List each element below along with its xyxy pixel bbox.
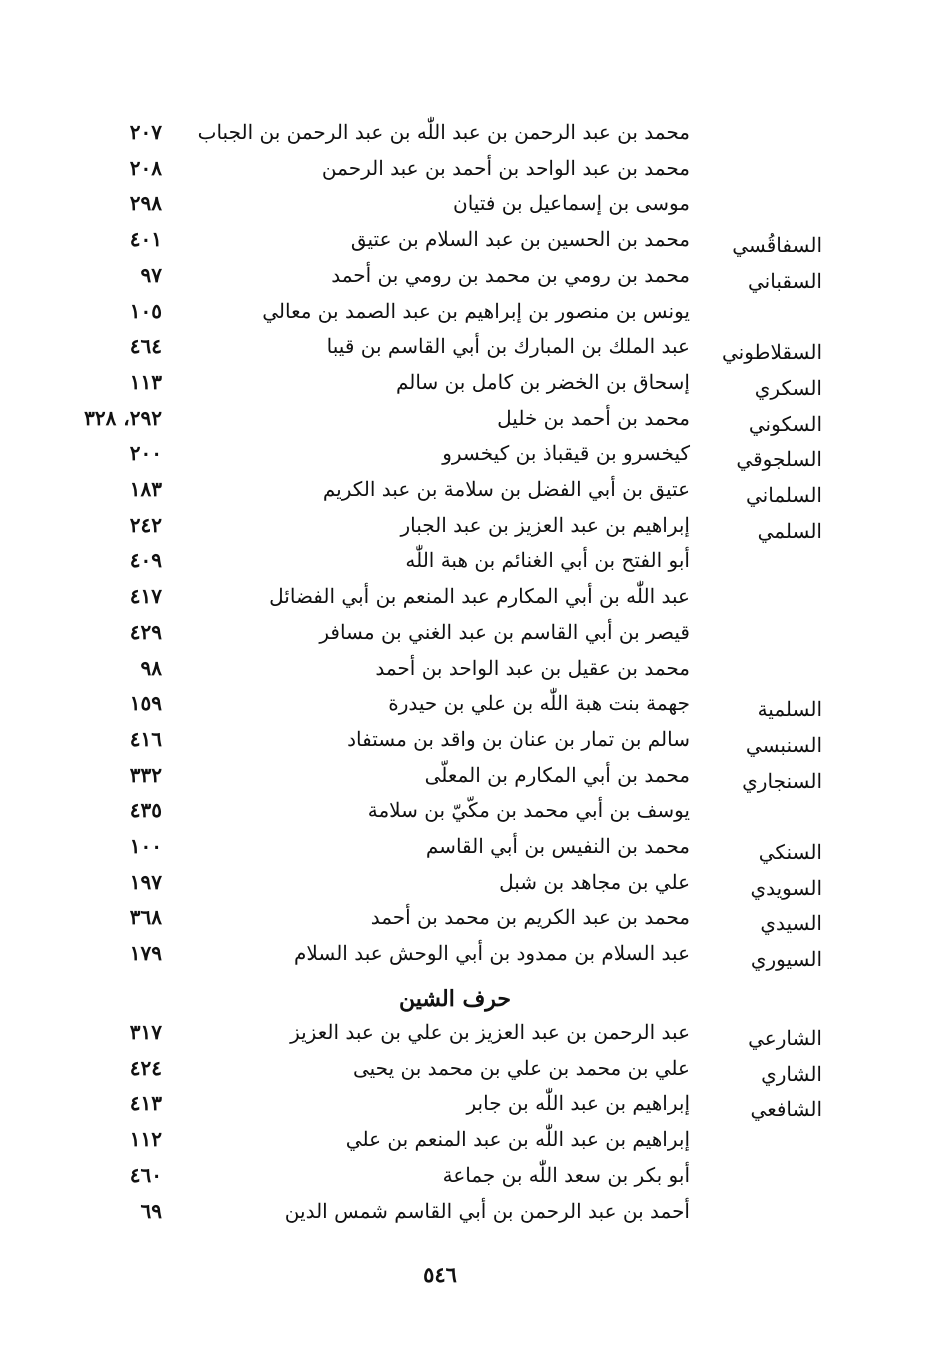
entry-nisba: السكري [754,375,822,400]
entry-name: محمد بن عبد الواحد بن أحمد بن عبد الرحمن [321,155,690,180]
entry-page-numbers: ٤١٣ [129,1091,162,1116]
index-entry [0,620,940,654]
index-entry [0,191,940,225]
entry-nisba: الشاري [761,1061,822,1086]
entry-page-numbers: ١٠٥ [129,298,162,323]
index-entry [0,263,940,297]
index-entry [0,370,940,404]
entry-name: محمد بن رومي بن محمد بن رومي بن أحمد [331,262,690,287]
entry-page-numbers: ٣٣٢ [129,762,162,787]
entry-page-numbers: ٤٠٩ [129,548,162,573]
index-entry [0,941,940,975]
entry-nisba: السيدي [760,911,822,936]
entry-page-numbers: ٣٦٨ [129,905,162,930]
entry-page-numbers: ٤٢٩ [129,619,162,644]
entry-name: عبد الرحمن بن عبد العزيز بن علي بن عبد العزيز [290,1020,690,1044]
entry-name: محمد بن عبد الكريم بن محمد بن أحمد [370,905,690,930]
index-entry [0,1199,940,1233]
entry-page-numbers: ٢٠٠ [129,441,162,466]
entry-name: محمد بن النفيس بن أبي القاسم [425,834,690,858]
entry-name: عبد اللّٰه بن أبي المكارم عبد المنعم بن أبي الفضائل [269,584,690,609]
entry-name: موسى بن إسماعيل بن فتيان [453,191,690,216]
index-entry [0,406,940,440]
entry-page-numbers: ٦٩ [140,1198,162,1223]
index-entry [0,584,940,618]
entry-name: محمد بن الحسين بن عبد السلام بن عتيق [350,227,690,252]
entry-name: عتيق بن أبي الفضل بن سلامة بن عبد الكريم [322,477,690,501]
entry-nisba: السلماني [745,483,822,507]
entry-name: إسحاق بن الخضر بن كامل بن سالم [395,369,690,394]
entry-name: إبراهيم بن عبد العزيز بن عبد الجبار [400,512,690,537]
index-entry [0,156,940,190]
index-entry [0,299,940,333]
index-entry [0,727,940,761]
entry-name: محمد بن عقيل بن عبد الواحد بن أحمد [375,655,690,680]
entry-name: محمد بن أحمد بن خليل [497,405,690,430]
index-entry [0,227,940,261]
index-entry [0,441,940,475]
entry-name: إبراهيم بن عبد اللّٰه بن جابر [466,1091,690,1116]
entry-page-numbers: ٣١٧ [129,1020,162,1044]
entry-page-numbers: ٤١٦ [129,726,162,751]
index-entry [0,1091,940,1125]
entry-page-numbers: ٢٩٢، ٣٢٨ [84,405,162,430]
entry-page-numbers: ٩٨ [140,655,162,680]
entry-page-numbers: ٢٠٨ [129,155,162,180]
entry-name: أبو الفتح بن أبي الغنائم بن هبة اللّٰه [405,548,690,573]
entry-nisba: السفاقُسي [732,233,822,258]
section-heading [0,986,940,1012]
entry-name: أحمد بن عبد الرحمن بن أبي القاسم شمس الدين [284,1198,690,1223]
entry-nisba: السنجاري [742,768,822,793]
entry-page-numbers: ١١٢ [129,1127,162,1152]
index-entry [0,870,940,904]
entry-name: محمد بن عبد الرحمن بن عبد اللّٰه بن عبد الرحمن بن الجباب [197,120,690,144]
entry-nisba: السقباني [748,268,822,293]
index-entry [0,1020,940,1054]
index-entry [0,1127,940,1161]
entry-page-numbers: ١٩٧ [129,869,162,894]
footer-page-number: ٥٤٦ [423,1262,457,1287]
index-entry [0,834,940,868]
entry-page-numbers: ١٥٩ [129,691,162,716]
entry-page-numbers: ٢٤٢ [129,512,162,537]
entry-name: يونس بن منصور بن إبراهيم بن عبد الصمد بن معالي [262,298,690,323]
index-entry [0,1056,940,1090]
entry-page-numbers: ٤١٧ [129,584,162,609]
entry-nisba: السكوني [748,411,822,436]
index-entry [0,798,940,832]
entry-nisba: السلجوقي [736,447,822,472]
section-heading-text: حرف الشين [398,986,512,1012]
entry-nisba: السلمي [757,518,822,543]
index-entry [0,334,940,368]
index-entry [0,513,940,547]
entry-name: إبراهيم بن عبد اللّٰه بن عبد المنعم بن علي [345,1127,690,1152]
entry-nisba: السلمية [757,697,822,722]
entry-name: جهمة بنت هبة اللّٰه بن علي بن حيدرة [388,691,690,716]
entry-page-numbers: ٤٢٤ [129,1055,162,1080]
entry-name: علي بن محمد بن علي بن محمد بن يحيى [352,1055,690,1080]
entry-name: علي بن مجاهد بن شبل [499,869,690,894]
entry-page-numbers: ٤٠١ [129,227,162,252]
entry-page-numbers: ٢٩٨ [129,191,162,216]
index-entry [0,763,940,797]
entry-nisba: الشارعي [748,1026,822,1050]
entry-page-numbers: ٤٦٠ [129,1162,162,1187]
entry-name: يوسف بن أبي محمد بن مكّيّ بن سلامة [367,798,690,823]
page-footer [0,1262,940,1287]
entry-nisba: الشافعي [750,1097,822,1122]
entry-page-numbers: ٤٦٤ [129,334,162,359]
entry-nisba: السنكي [758,840,822,864]
entry-page-numbers: ٤٣٥ [129,798,162,823]
entry-nisba: السيوري [750,947,822,972]
entry-name: كيخسرو بن قيقباذ بن كيخسرو [442,441,690,466]
index-entry [0,691,940,725]
index-entry [0,548,940,582]
entry-page-numbers: ٩٧ [140,262,162,287]
entry-name: عبد الملك بن المبارك بن أبي القاسم بن قيبا [326,334,690,359]
index-entry [0,905,940,939]
index-entry [0,1163,940,1197]
entry-nisba: السويدي [750,875,822,900]
entry-name: محمد بن أبي المكارم بن المعلّى [424,762,690,787]
entry-page-numbers: ١٨٣ [129,477,162,501]
entry-nisba: السنبسي [745,732,822,757]
index-entry [0,477,940,511]
entry-nisba: السقلاطوني [721,340,822,365]
entry-page-numbers: ٢٠٧ [129,120,162,144]
index-entry [0,656,940,690]
index-entry [0,120,940,154]
entry-page-numbers: ١٧٩ [129,941,162,966]
entry-name: قيصر بن أبي القاسم بن عبد الغني بن مسافر [319,619,690,644]
entry-name: سالم بن تمار بن عنان بن واقد بن مستفاد [347,726,690,751]
entry-name: أبو بكر بن سعد اللّٰه بن جماعة [442,1162,690,1187]
entry-name: عبد السلام بن ممدود بن أبي الوحش عبد السلام [294,941,690,966]
entry-page-numbers: ١٠٠ [129,834,162,858]
entry-page-numbers: ١١٣ [129,369,162,394]
